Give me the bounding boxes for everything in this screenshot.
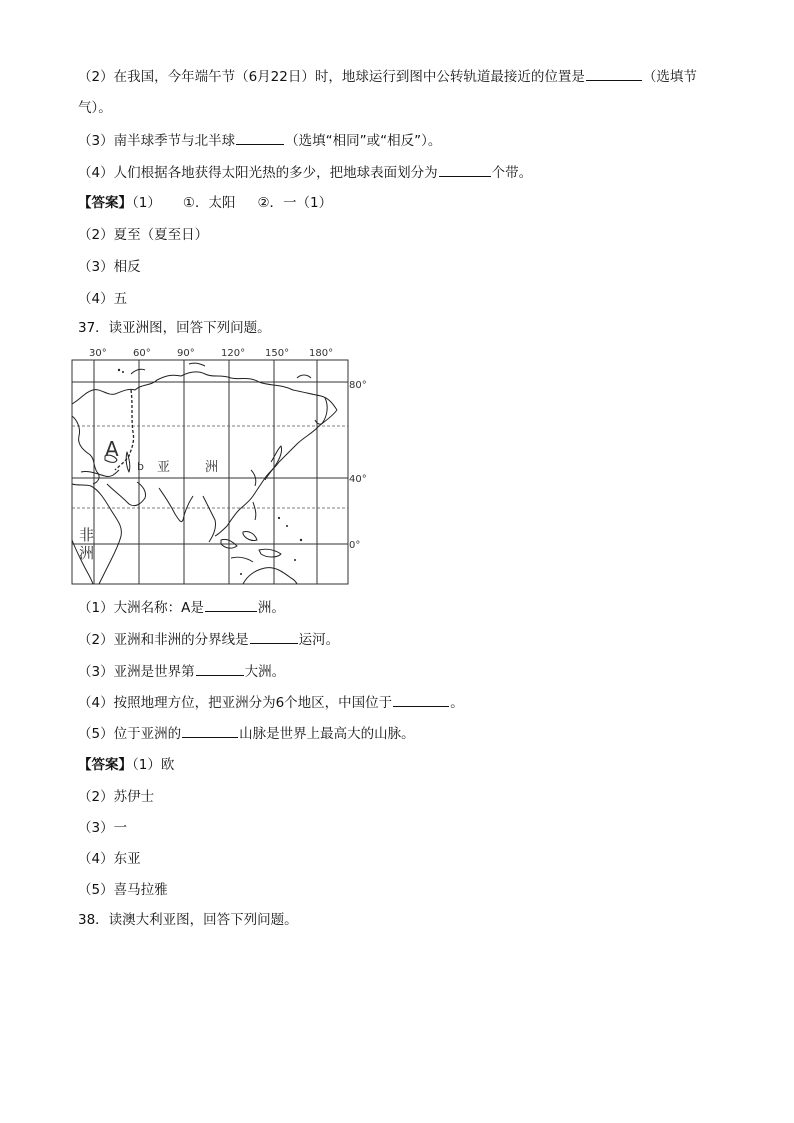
q36-answer-3: （3）相反: [78, 259, 141, 275]
answer-blank[interactable]: [182, 723, 238, 738]
q37-answer-5: （5）喜马拉雅: [78, 882, 168, 898]
answer-blank[interactable]: [236, 130, 284, 145]
label-africa-2: 洲: [79, 544, 95, 562]
answer-tag: 【答案】: [78, 195, 132, 211]
label-b: b: [137, 460, 144, 473]
lon-label-30: 30°: [89, 348, 107, 359]
answer-tag: 【答案】: [78, 757, 132, 773]
lon-label-60: 60°: [133, 348, 151, 359]
q36-part2-line1: （2）在我国，今年端午节（6月22日）时，地球运行到图中公转轨道最接近的位置是 （选填节: [78, 66, 697, 87]
lon-label-120: 120°: [221, 348, 246, 359]
lat-label-0: 0°: [349, 540, 361, 551]
answer-blank[interactable]: [586, 66, 642, 81]
asia-map: [71, 344, 371, 586]
answer-blank[interactable]: [250, 629, 298, 644]
lat-label-40: 40°: [349, 474, 367, 485]
q38-stem: 38．读澳大利亚图，回答下列问题。: [78, 912, 298, 928]
q37-part1: （1）大洲名称：A是 洲。: [78, 597, 285, 618]
answer-blank[interactable]: [439, 162, 491, 177]
label-africa-1: 非: [79, 526, 95, 544]
answer-blank[interactable]: [205, 597, 257, 612]
q37-answer-2: （2）苏伊士: [78, 789, 155, 805]
q36-part3: （3）南半球季节与北半球 （选填“相同”或“相反”）。: [78, 130, 441, 151]
label-asia-1: 亚: [157, 460, 171, 475]
answer-blank[interactable]: [196, 661, 244, 676]
q36-answer-2: （2）夏至（夏至日）: [78, 227, 209, 243]
label-asia-2: 洲: [205, 460, 219, 475]
q37-stem: 37．读亚洲图，回答下列问题。: [78, 320, 271, 336]
q36-part2-line2: 气）。: [78, 100, 112, 116]
label-a: A: [105, 437, 119, 461]
lon-label-180: 180°: [309, 348, 334, 359]
lat-label-80: 80°: [349, 380, 367, 391]
q37-answer-1: 【答案】（1）欧: [78, 757, 175, 773]
q37-answer-3: （3）一: [78, 820, 128, 836]
lon-label-90: 90°: [177, 348, 195, 359]
q37-part3: （3）亚洲是世界第 大洲。: [78, 661, 285, 682]
q36-answer-4: （4）五: [78, 291, 128, 307]
lon-label-150: 150°: [265, 348, 290, 359]
q37-part2: （2）亚洲和非洲的分界线是 运河。: [78, 629, 339, 650]
answer-blank[interactable]: [393, 692, 449, 707]
q37-part5: （5）位于亚洲的 山脉是世界上最高大的山脉。: [78, 723, 415, 744]
q36-answer-1: 【答案】（1） ①．太阳 ②．一（1）: [78, 195, 333, 211]
q37-answer-4: （4）东亚: [78, 851, 141, 867]
q37-part4: （4）按照地理方位，把亚洲分为6个地区，中国位于 。: [78, 692, 464, 713]
q36-part4: （4）人们根据各地获得太阳光热的多少，把地球表面划分为 个带。: [78, 162, 532, 183]
